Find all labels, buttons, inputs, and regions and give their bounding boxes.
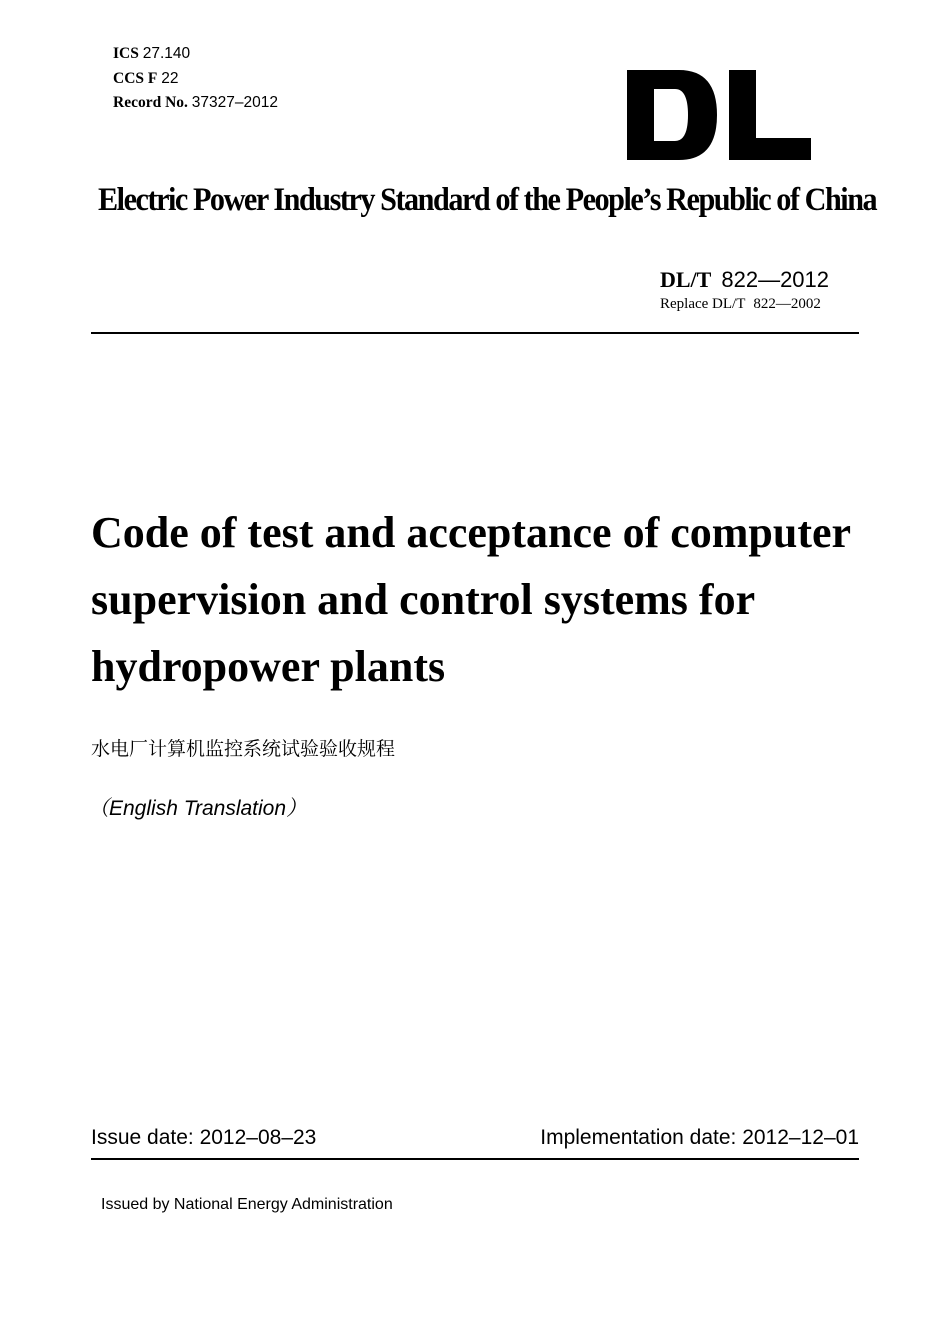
dl-logo-letter-l [729, 70, 811, 160]
ccs-row [113, 67, 278, 92]
document-title [91, 499, 871, 700]
ics-row [113, 42, 278, 67]
document-title-line-3: hydropower plants [91, 642, 446, 691]
document-title-line-1: Code of test and acceptance of computer [91, 508, 852, 557]
issue-date: Issue date: 2012–08–23 [91, 1126, 317, 1149]
replaced-standard-prefix: Replace DL/T [660, 296, 746, 312]
standard-code-number: 822—2012 [721, 267, 830, 292]
standard-code-prefix: DL/T [660, 267, 712, 292]
ics-value: 27.140 [142, 45, 191, 62]
implementation-date: Implementation date: 2012–12–01 [540, 1126, 859, 1149]
replaced-standard [660, 294, 829, 314]
document-title-line-2: supervision and control systems for [91, 575, 756, 624]
chinese-title: 水电厂计算机监控系统试验验收规程 [91, 738, 396, 760]
dl-logo [627, 70, 811, 160]
standard-code-block [660, 266, 829, 314]
header-divider [91, 332, 859, 334]
record-label: Record No. [113, 94, 188, 111]
dl-logo-letter-d [627, 70, 717, 160]
issuer: Issued by National Energy Administration [101, 1196, 393, 1213]
standard-code [660, 266, 829, 294]
footer-divider [91, 1158, 859, 1160]
issuing-body-title: Electric Power Industry Standard of the People’s Republic of China [98, 182, 877, 218]
replaced-standard-number: 822—2002 [753, 296, 821, 312]
record-row [113, 91, 278, 116]
translation-note: （English Translation） [88, 797, 308, 820]
ccs-label: CCS F [113, 69, 158, 87]
classification-block [113, 42, 278, 116]
ccs-value: 22 [161, 69, 179, 87]
record-value: 37327–2012 [191, 94, 278, 111]
ics-label: ICS [113, 45, 139, 62]
